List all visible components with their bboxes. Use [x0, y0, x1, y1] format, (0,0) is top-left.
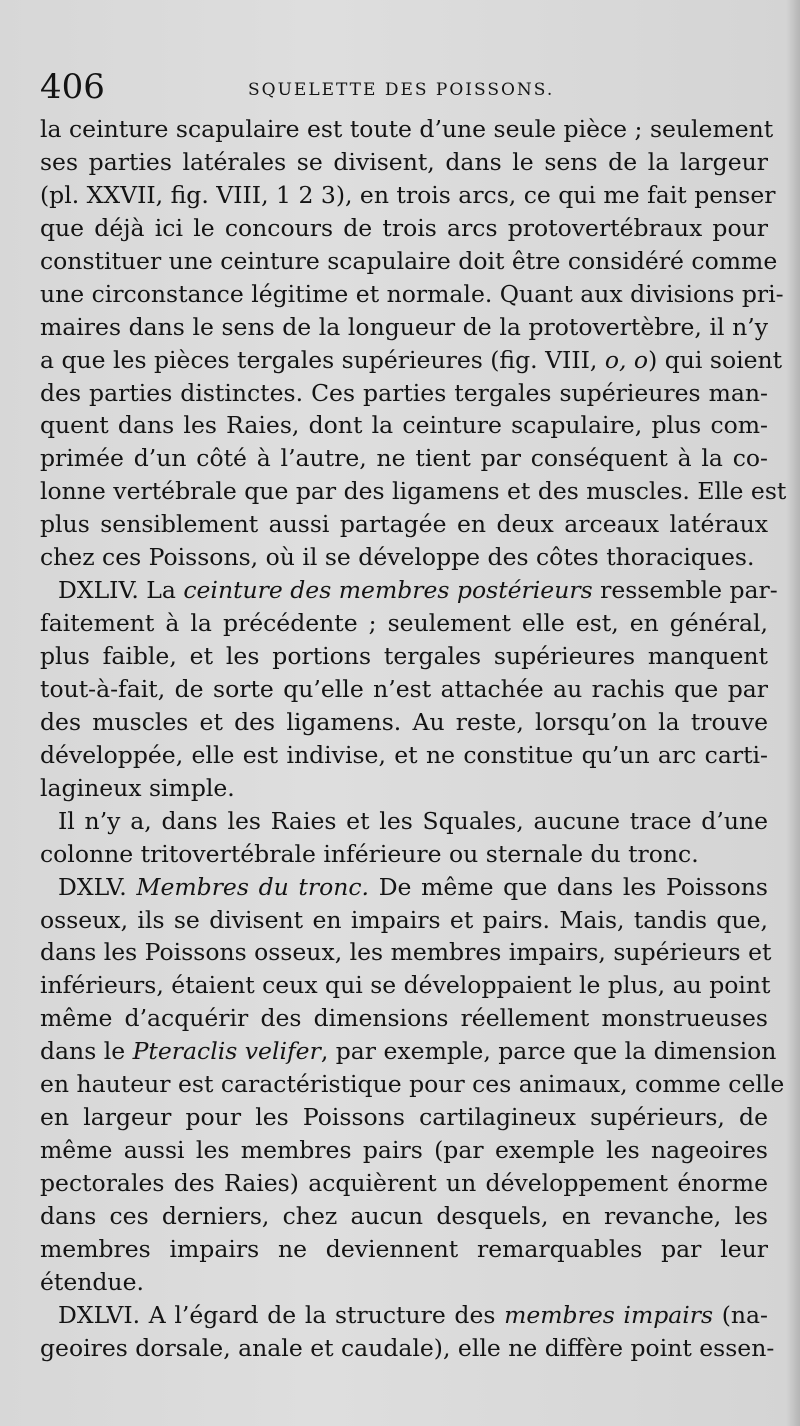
text-segment: dans les Poissons osseux, les membres impairs, supérieurs et — [40, 938, 772, 967]
text-segment: pectorales des Raies) acquièrent un développement énorme — [40, 1169, 768, 1197]
text-line — [40, 1233, 768, 1266]
text-segment: en hauteur est caractéristique pour ces animaux, comme celle — [40, 1070, 785, 1099]
running-title: SQUELETTE DES POISSONS. — [248, 80, 555, 100]
text-line — [40, 113, 774, 146]
text-line — [40, 245, 778, 278]
text-segment: la ceinture scapulaire est toute d’une seule pièce ; seulement — [40, 115, 774, 143]
text-segment: inférieurs, étaient ceux qui se développaient le plus, au point — [40, 971, 771, 1000]
text-segment: même aussi les membres pairs (par exemple les nageoires — [40, 1136, 768, 1165]
text-line — [40, 1332, 775, 1365]
italic-text: Membres du tronc. — [136, 872, 370, 901]
text-segment: chez ces Poissons, où il se développe des côtes thoraciques. — [40, 543, 755, 572]
italic-text: membres impairs — [504, 1300, 714, 1329]
text-segment: ses parties latérales se divisent, dans le sens de la largeur — [40, 147, 768, 176]
page-header — [40, 67, 770, 110]
text-line — [40, 278, 784, 311]
text-segment: DXLIV. La — [58, 576, 184, 605]
text-segment: DXLV. — [58, 872, 137, 901]
italic-text: Pteraclis velifer — [132, 1037, 321, 1066]
text-line — [40, 772, 768, 805]
text-line — [40, 475, 787, 508]
text-segment: une circonstance légitime et normale. Quant aux divisions pri- — [40, 279, 784, 308]
text-segment: des parties distinctes. Ces parties tergales supérieures man- — [40, 378, 768, 407]
text-line — [40, 640, 768, 673]
text-line — [40, 904, 768, 937]
text-segment: colonne tritovertébrale inférieure ou sternale du tronc. — [40, 839, 699, 868]
text-line — [40, 805, 768, 838]
text-segment: plus sensiblement aussi partagée en deux arceaux latéraux — [40, 510, 768, 539]
text-segment: a que les pièces tergales supérieures (fig. VIII, — [40, 345, 605, 374]
page-number: 406 — [40, 67, 105, 107]
text-line — [40, 739, 768, 772]
text-line — [40, 409, 768, 442]
text-line — [40, 871, 768, 904]
text-line — [40, 1299, 768, 1332]
text-segment: plus faible, et les portions tergales supérieures manquent — [40, 642, 768, 670]
text-line — [40, 607, 768, 640]
text-segment: maires dans le sens de la longueur de la protovertèbre, il n’y — [40, 312, 768, 341]
text-line — [40, 1167, 768, 1200]
text-line — [40, 838, 768, 871]
text-segment: , par exemple, parce que la dimension — [320, 1037, 777, 1066]
italic-text: o, o — [604, 345, 649, 374]
text-line — [40, 179, 776, 212]
text-line — [40, 146, 768, 179]
italic-text: ceinture des membres postérieurs — [183, 576, 593, 605]
text-segment: que déjà ici le concours de trois arcs protovertébraux pour — [40, 213, 768, 242]
text-segment: (pl. XXVII, fig. VIII, 1 2 3), en trois arcs, ce qui me fait penser — [40, 180, 776, 209]
text-segment: membres impairs ne deviennent remarquables par leur — [40, 1234, 768, 1263]
text-segment: Il n’y a, dans les Raies et les Squales, aucune trace d’une — [58, 806, 768, 835]
text-line — [40, 1200, 768, 1233]
text-line — [40, 311, 768, 344]
text-segment: étendue. — [40, 1267, 144, 1296]
text-segment: faitement à la précédente ; seulement elle est, en général, — [40, 609, 768, 638]
text-line — [40, 969, 771, 1002]
text-segment: quent dans les Raies, dont la ceinture scapulaire, plus com- — [40, 411, 768, 440]
text-segment: De même que dans les Poissons — [369, 872, 768, 901]
text-line — [40, 541, 768, 574]
text-line — [40, 574, 778, 607]
text-segment: osseux, ils se divisent en impairs et pairs. Mais, tandis que, — [40, 905, 768, 934]
text-segment: lagineux simple. — [40, 773, 235, 802]
text-line — [40, 673, 768, 706]
text-line — [40, 442, 768, 475]
text-segment: ressemble par- — [592, 576, 778, 605]
text-line — [40, 508, 768, 541]
text-line — [40, 1068, 785, 1101]
text-line — [40, 377, 768, 410]
text-segment: geoires dorsale, anale et caudale), elle ne diffère point essen- — [40, 1333, 775, 1362]
text-segment: dans le — [40, 1037, 133, 1066]
text-segment: des muscles et des ligamens. Au reste, lorsqu’on la trouve — [40, 707, 768, 736]
text-line — [40, 212, 768, 245]
text-line — [40, 344, 783, 377]
text-segment: développée, elle est indivise, et ne constitue qu’un arc carti- — [40, 740, 768, 769]
text-line — [40, 1266, 768, 1299]
text-line — [40, 706, 768, 739]
text-segment: ) qui soient — [648, 345, 783, 374]
text-line — [40, 936, 772, 969]
text-segment: DXLVI. A l’égard de la structure des — [58, 1300, 505, 1329]
text-segment: lonne vertébrale que par des ligamens et des muscles. Elle est — [40, 477, 787, 506]
text-segment: dans ces derniers, chez aucun desquels, en revanche, les — [40, 1201, 768, 1230]
text-segment: primée d’un côté à l’autre, ne tient par conséquent à la co- — [40, 444, 768, 473]
text-segment: en largeur pour les Poissons cartilagineux supérieurs, de — [40, 1103, 768, 1132]
text-line — [40, 1101, 768, 1134]
text-line — [40, 1035, 777, 1068]
text-segment: même d’acquérir des dimensions réellement monstrueuses — [40, 1004, 768, 1033]
text-line — [40, 1002, 768, 1035]
text-segment: (na- — [713, 1300, 768, 1329]
text-segment: constituer une ceinture scapulaire doit être considéré comme — [40, 246, 778, 275]
text-segment: tout-à-fait, de sorte qu’elle n’est attachée au rachis que par — [40, 674, 768, 703]
text-line — [40, 1134, 768, 1167]
body-text — [40, 113, 787, 1365]
